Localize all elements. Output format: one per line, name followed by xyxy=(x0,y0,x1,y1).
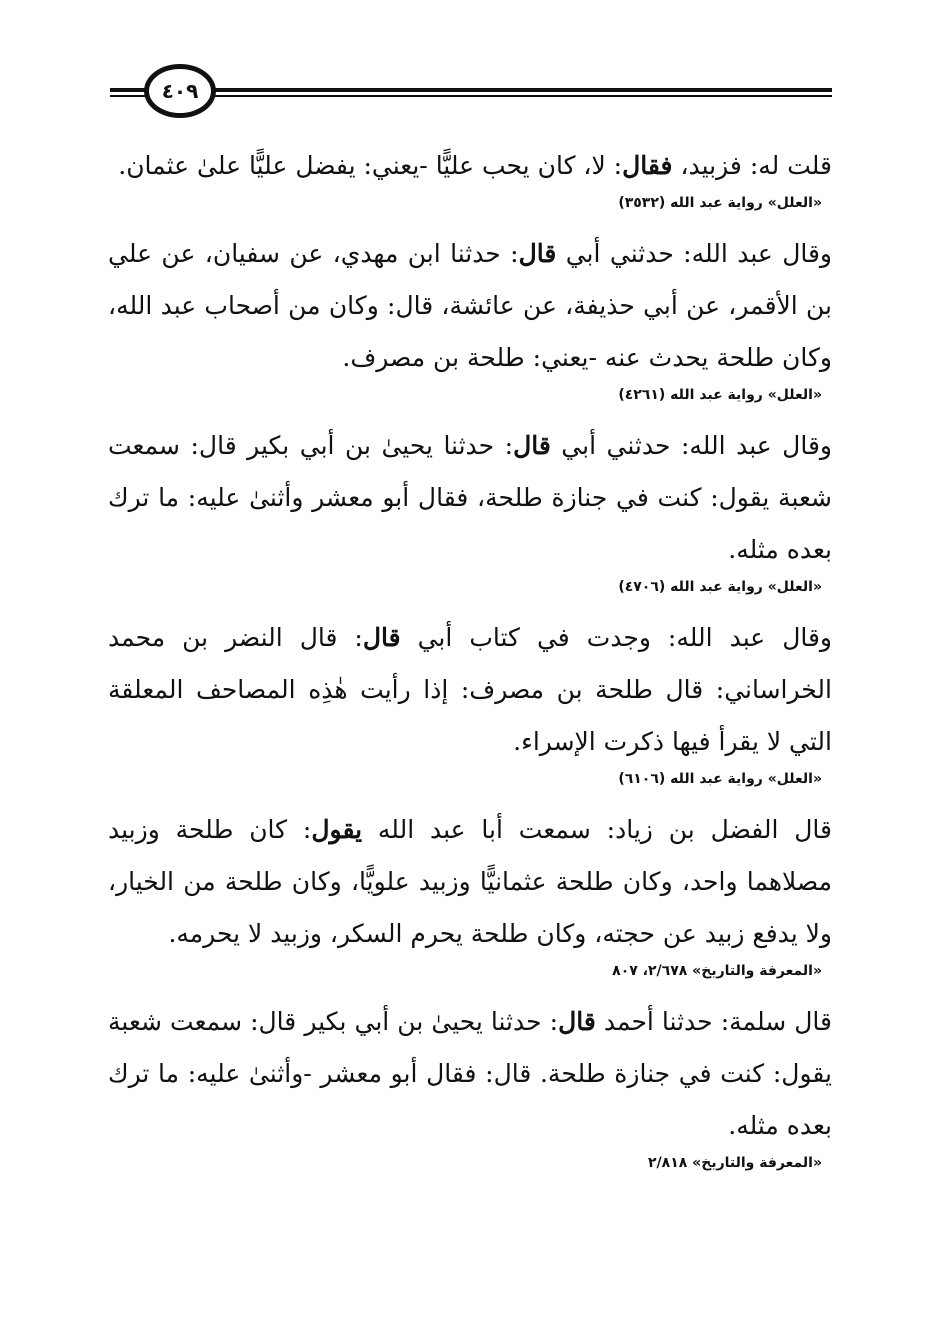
entry-text-before: وقال عبد الله: حدثني أبي xyxy=(556,239,832,268)
entry-text-before: قال الفضل بن زياد: سمعت أبا عبد الله xyxy=(362,815,832,844)
entry xyxy=(108,228,832,406)
entry-text-before: قال سلمة: حدثنا أحمد xyxy=(595,1007,833,1036)
entry-emphasis: قال xyxy=(362,623,401,652)
entry-emphasis: قال xyxy=(518,239,557,268)
page-number: ٤٠٩ xyxy=(161,79,199,103)
entry-text-before: قلت له: فزبيد، xyxy=(672,151,832,180)
page-body xyxy=(108,140,832,1188)
entry-text-after: : حدثنا ابن مهدي، عن سفيان، عن علي بن الأقمر، عن أبي حذيفة، عن عائشة، قال: وكان من أصحاب عبد الله، وكان طلحة يحدث عنه -يعني: طلحة بن مصرف. xyxy=(108,239,832,372)
entry-text xyxy=(108,228,832,384)
source-citation: «المعرفة والتاريخ» ٢/٨١٨ xyxy=(648,1155,822,1171)
entry-text xyxy=(108,420,832,576)
entry-text xyxy=(108,140,832,192)
entry-text xyxy=(108,612,832,768)
source-citation: «العلل» رواية عبد الله (٤٧٠٦) xyxy=(618,579,822,595)
entry xyxy=(108,804,832,982)
entry-text xyxy=(108,804,832,960)
source-citation: «العلل» رواية عبد الله (٤٢٦١) xyxy=(618,387,822,403)
entry xyxy=(108,420,832,598)
page-number-badge xyxy=(144,64,216,118)
entry-text xyxy=(108,996,832,1152)
source-citation: «المعرفة والتاريخ» ٢/٦٧٨، ٨٠٧ xyxy=(612,963,822,979)
entry-text-before: وقال عبد الله: حدثني أبي xyxy=(550,431,832,460)
entry-text-before: وقال عبد الله: وجدت في كتاب أبي xyxy=(400,623,832,652)
page-header xyxy=(110,58,832,128)
entry-emphasis: قال xyxy=(558,1007,596,1036)
entry xyxy=(108,996,832,1174)
header-rule xyxy=(190,88,832,92)
entry-text-after: : حدثنا يحيىٰ بن أبي بكير قال: سمعت شعبة يقول: كنت في جنازة طلحة. قال: فقال أبو معشر -وأثنىٰ عليه: ما ترك بعده مثله. xyxy=(108,1007,832,1140)
entry-text-after: : حدثنا يحيىٰ بن أبي بكير قال: سمعت شعبة يقول: كنت في جنازة طلحة، فقال أبو معشر وأثنىٰ عليه: ما ترك بعده مثله. xyxy=(108,431,832,564)
header-rule-thin xyxy=(190,95,832,97)
entry-emphasis: فقال xyxy=(622,151,673,180)
entry-emphasis: قال xyxy=(513,431,551,460)
entry-emphasis: يقول xyxy=(311,815,363,844)
entry-text-after: : كان طلحة وزبيد مصلاهما واحد، وكان طلحة عثمانيًّا وزبيد علويًّا، وكان طلحة من الخيار، ولا يدفع زبيد عن حجته، وكان طلحة يحرم السكر، وزبيد لا يحرمه. xyxy=(108,815,832,948)
entry xyxy=(108,612,832,790)
entry-text-after: : قال النضر بن محمد الخراساني: قال طلحة بن مصرف: إذا رأيت هٰذِه المصاحف المعلقة التي لا يقرأ فيها ذكرت الإسراء. xyxy=(108,623,832,756)
entry-text-after: : لا، كان يحب عليًّا -يعني: يفضل عليًّا علىٰ عثمان. xyxy=(118,151,623,180)
source-citation: «العلل» رواية عبد الله (٦١٠٦) xyxy=(618,771,822,787)
entry xyxy=(108,140,832,214)
source-citation: «العلل» رواية عبد الله (٣٥٣٢) xyxy=(618,195,822,211)
